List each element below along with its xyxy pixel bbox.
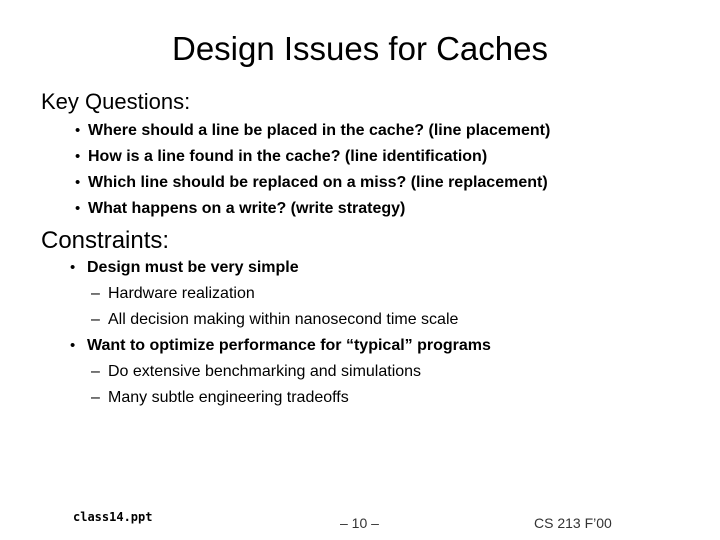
key-question-text: Which line should be replaced on a miss? (line replacement) [88, 174, 548, 191]
bullet-icon: • [75, 148, 81, 165]
footer-page-number: – 10 – [340, 515, 379, 531]
constraint-subitem-text: All decision making within nanosecond time scale [108, 311, 459, 328]
key-question-text: How is a line found in the cache? (line identification) [88, 148, 488, 165]
bullet-icon: • [70, 337, 76, 354]
dash-icon: – [91, 285, 100, 302]
constraint-text: Want to optimize performance for “typical” programs [87, 337, 491, 354]
dash-icon: – [91, 389, 100, 406]
slide-title: Design Issues for Caches [171, 30, 548, 67]
key-questions-heading: Key Questions: [41, 89, 191, 114]
footer-filename: class14.ppt [73, 510, 153, 524]
dash-icon: – [91, 363, 100, 380]
constraints-heading: Constraints: [41, 227, 170, 254]
constraint-subitem-text: Hardware realization [108, 285, 255, 302]
bullet-icon: • [75, 122, 81, 139]
bullet-icon: • [70, 259, 76, 276]
bullet-icon: • [75, 174, 81, 191]
constraint-text: Design must be very simple [87, 259, 299, 276]
key-question-text: What happens on a write? (write strategy) [88, 200, 406, 217]
constraint-subitem-text: Do extensive benchmarking and simulations [108, 363, 422, 380]
constraint-subitem-text: Many subtle engineering tradeoffs [108, 389, 349, 406]
key-question-text: Where should a line be placed in the cache? (line placement) [88, 122, 551, 139]
dash-icon: – [91, 311, 100, 328]
footer-course-label: CS 213 F’00 [534, 515, 612, 531]
bullet-icon: • [75, 200, 81, 217]
